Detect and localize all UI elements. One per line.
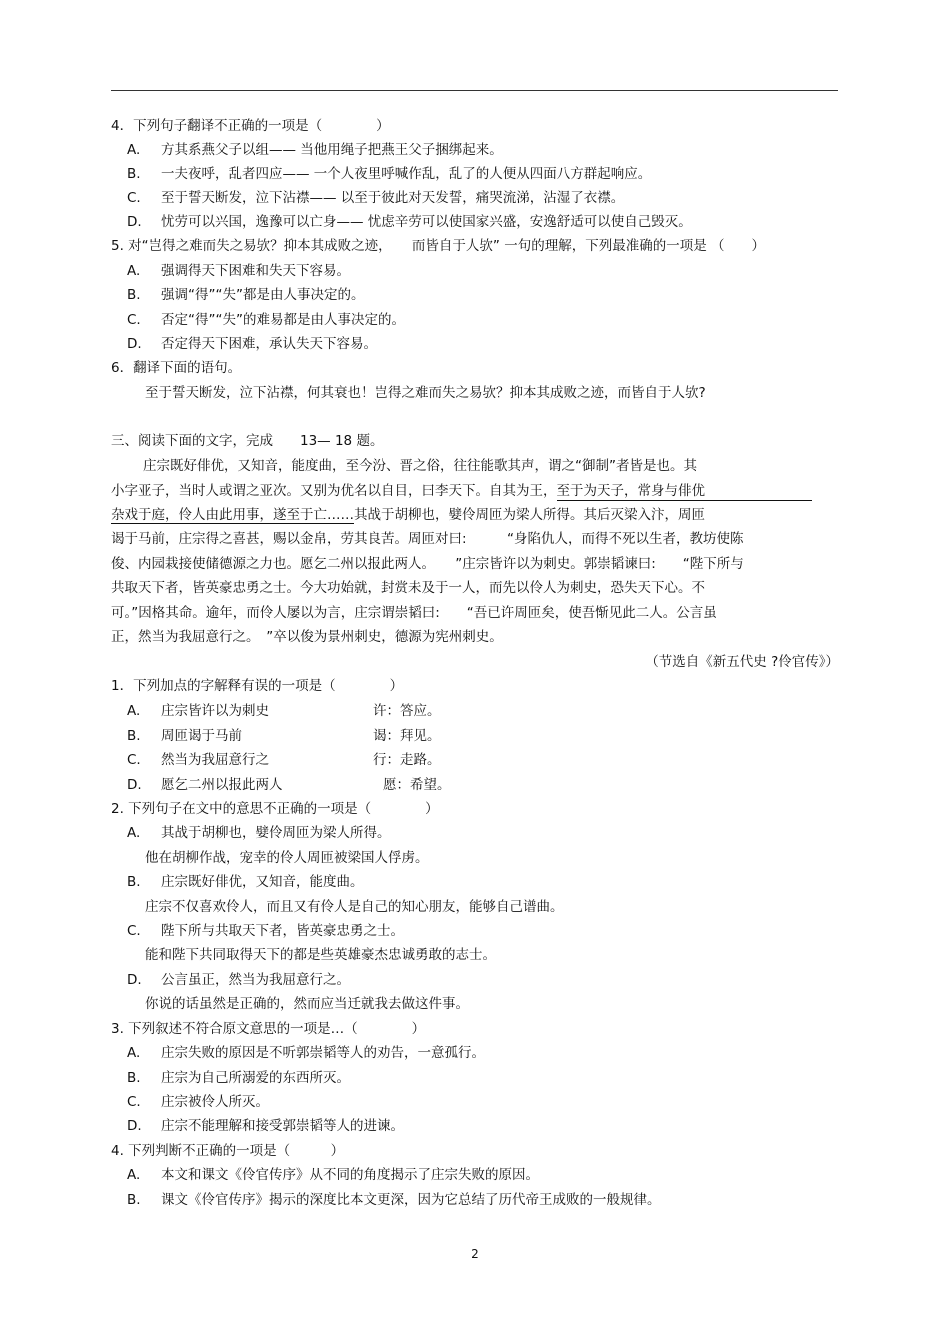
passage-line-6: 共取天下者，皆英豪忠勇之士。今大功始就，封赏未及于一人，而先以伶人为刺史，恐失天下心。不	[111, 580, 705, 596]
q2-option-a-translation: 他在胡柳作战，宠幸的伶人周匝被梁国人俘虏。	[145, 850, 429, 866]
q1-stem: 1．下列加点的字解释有误的一项是（ ）	[111, 678, 404, 694]
q5-option-c: C. 否定“得”“失”的难易都是由人事决定的。	[127, 312, 405, 328]
q4b-stem: 4. 下列判断不正确的一项是（ ）	[111, 1143, 345, 1159]
q4b-option-b: B. 课文《伶官传序》揭示的深度比本文更深，因为它总结了历代帝王成败的一般规律。	[127, 1192, 661, 1208]
q4b-option-a: A. 本文和课文《伶官传序》从不同的角度揭示了庄宗失败的原因。	[127, 1167, 539, 1183]
q5-stem: 5. 对“岂得之难而失之易欤？抑本其成败之迹， 而皆自于人欤” 一句的理解，下列最准确的一项是 （ ）	[111, 238, 765, 254]
passage-line-2: 小字亚子，当时人或谓之亚次。又别为优名以自目，曰李天下。自其为王，至于为天子，常身与俳优	[111, 482, 812, 501]
q1-option-d: D. 愿乞二州以报此两人 愿：希望。	[127, 777, 451, 793]
q5-option-b: B. 强调“得”“失”都是由人事决定的。	[127, 287, 365, 303]
passage-line-4: 谒于马前，庄宗得之喜甚，赐以金帛，劳其良苦。周匝对曰: “身陷仇人，而得不死以生者，教坊使陈	[111, 531, 744, 547]
q3-option-c: C. 庄宗被伶人所灭。	[127, 1094, 269, 1110]
q1-option-b: B. 周匝谒于马前 谒：拜见。	[127, 728, 441, 744]
passage-source: （节选自《新五代史 ?伶官传》）	[645, 654, 839, 670]
q6-text: 至于誓天断发，泣下沾襟，何其衰也！岂得之难而失之易欤？抑本其成败之迹，而皆自于人欤?	[145, 385, 706, 401]
section-heading: 三、阅读下面的文字，完成 13— 18 题。	[111, 433, 384, 449]
q2-option-d-translation: 你说的话虽然是正确的，然而应当迁就我去做这件事。	[145, 996, 469, 1012]
q3-option-d: D. 庄宗不能理解和接受郭崇韬等人的进谏。	[127, 1118, 404, 1134]
q4-option-b: B. 一夫夜呼，乱者四应—— 一个人夜里呼喊作乱，乱了的人便从四面八方群起响应。	[127, 166, 652, 182]
q4-stem: 4．下列句子翻译不正确的一项是（ ）	[111, 118, 390, 134]
header-rule	[111, 90, 838, 91]
passage-line-1: 庄宗既好俳优，又知音，能度曲，至今汾、晋之俗，往往能歌其声，谓之“御制”者皆是也。其	[143, 458, 697, 474]
q5-option-d: D. 否定得天下困难，承认失天下容易。	[127, 336, 377, 352]
q2-option-d: D. 公言虽正，然当为我屈意行之。	[127, 972, 350, 988]
q4-option-d: D. 忧劳可以兴国，逸豫可以亡身—— 忧虑辛劳可以使国家兴盛，安逸舒适可以使自己毁灭。	[127, 214, 692, 230]
q3-stem: 3. 下列叙述不符合原文意思的一项是…（ ）	[111, 1021, 426, 1037]
passage-line-8: 正，然当为我屈意行之。 ”卒以俊为景州刺史，德源为宪州刺史。	[111, 629, 503, 645]
q4-option-c: C. 至于誓天断发，泣下沾襟—— 以至于彼此对天发誓，痛哭流涕，沾湿了衣襟。	[127, 190, 625, 206]
q2-option-c: C. 陛下所与共取天下者，皆英豪忠勇之士。	[127, 923, 404, 939]
q2-option-c-translation: 能和陛下共同取得天下的都是些英雄豪杰忠诚勇敢的志士。	[145, 947, 496, 963]
q1-option-c: C. 然当为我屈意行之 行：走路。	[127, 752, 441, 768]
q5-option-a: A. 强调得天下困难和失天下容易。	[127, 263, 350, 279]
q3-option-b: B. 庄宗为自己所溺爱的东西所灭。	[127, 1070, 350, 1086]
passage-line-3: 杂戏于庭，伶人由此用事，遂至于亡……其战于胡柳也，嬖伶周匝为梁人所得。其后灭梁入汴，周匝	[111, 507, 705, 523]
q6-stem: 6．翻译下面的语句。	[111, 360, 242, 376]
q2-option-a: A. 其战于胡柳也，嬖伶周匝为梁人所得。	[127, 825, 391, 841]
page-number: 2	[471, 1247, 479, 1261]
passage-line-5: 俊、内园栽接使储德源之力也。愿乞二州以报此两人。 ”庄宗皆许以为刺史。郭崇韬谏曰: “陛下所与	[111, 556, 744, 572]
q4-option-a: A. 方其系燕父子以组—— 当他用绳子把燕王父子捆绑起来。	[127, 142, 503, 158]
q2-option-b-translation: 庄宗不仅喜欢伶人，而且又有伶人是自己的知心朋友，能够自己谱曲。	[145, 899, 564, 915]
q3-option-a: A. 庄宗失败的原因是不听郭崇韬等人的劝告，一意孤行。	[127, 1045, 485, 1061]
q1-option-a: A. 庄宗皆许以为刺史 许：答应。	[127, 703, 441, 719]
passage-line-7: 可。”因格其命。逾年，而伶人屡以为言，庄宗谓崇韬曰: “吾已许周匝矣，使吾惭见此二人。公言虽	[111, 605, 717, 621]
q2-stem: 2. 下列句子在文中的意思不正确的一项是（ ）	[111, 801, 439, 817]
q2-option-b: B. 庄宗既好俳优，又知音，能度曲。	[127, 874, 364, 890]
